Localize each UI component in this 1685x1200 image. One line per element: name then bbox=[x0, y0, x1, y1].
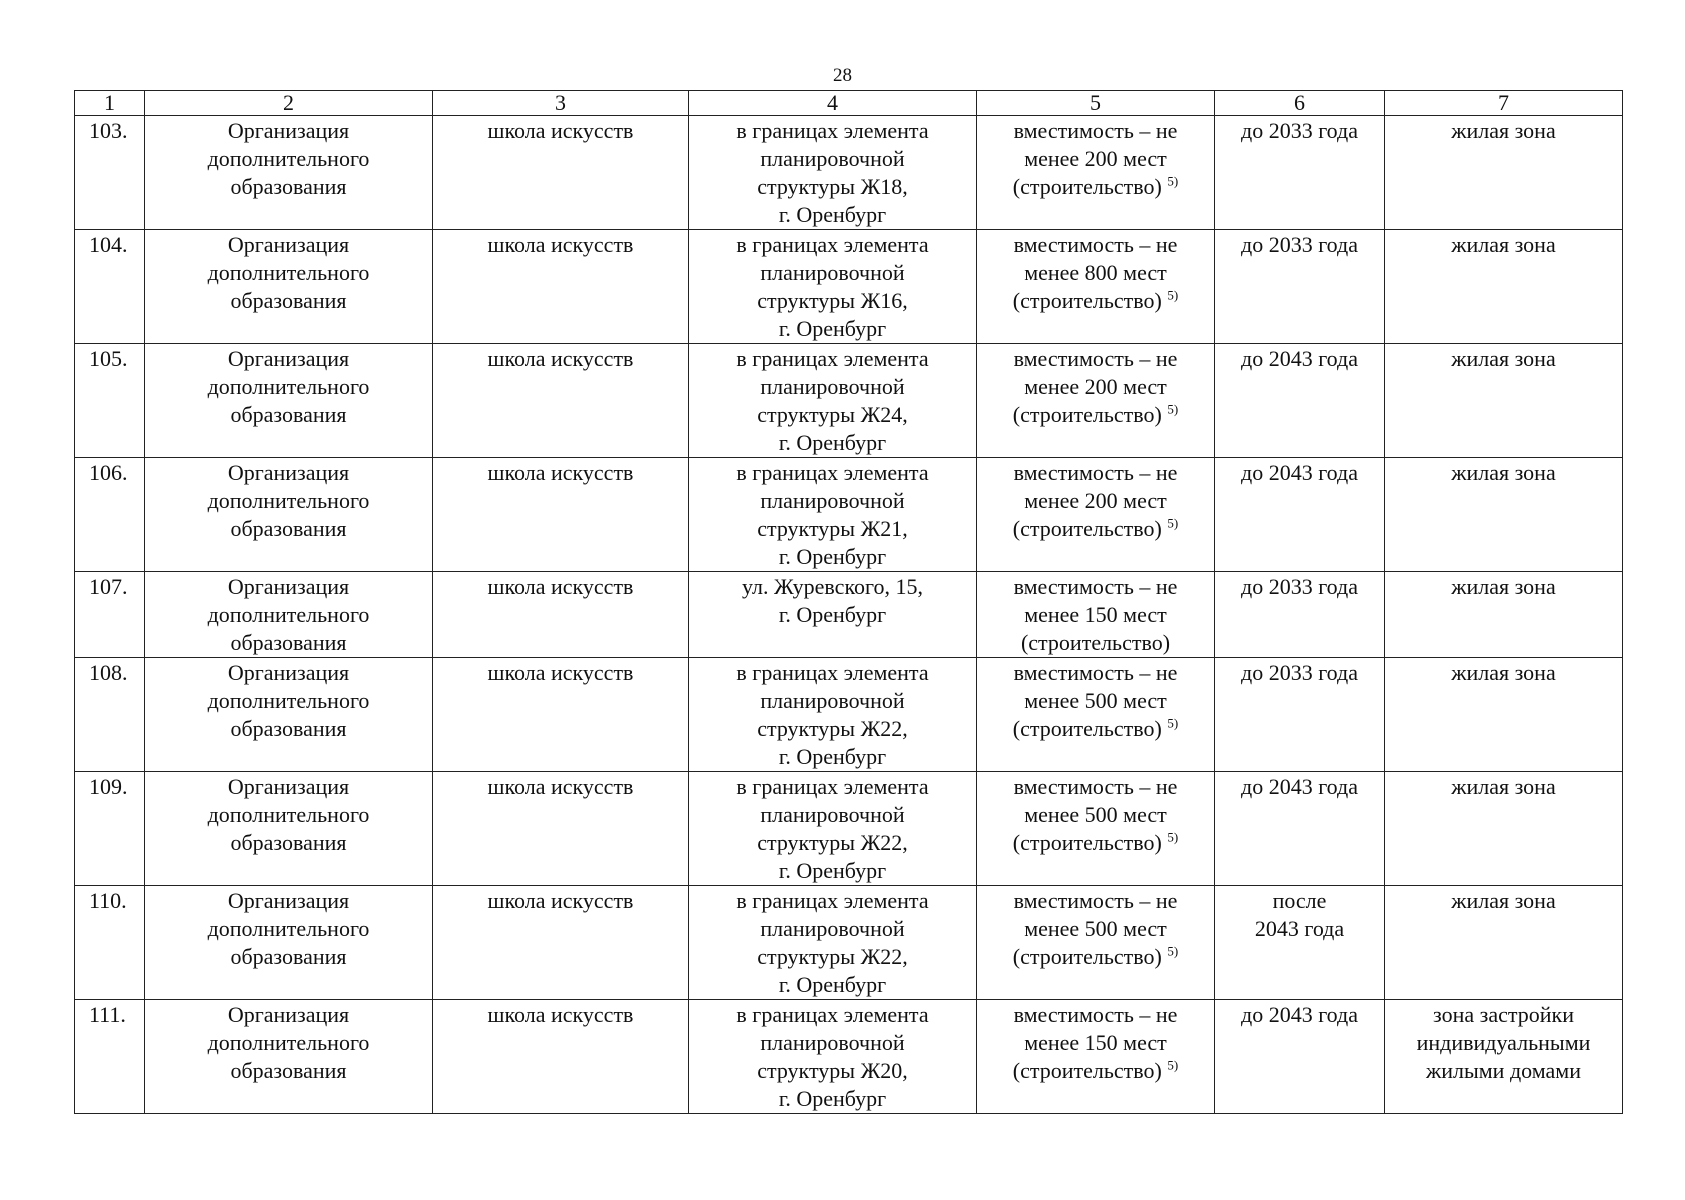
footnote-marker: 5) bbox=[1167, 829, 1179, 845]
footnote-marker: 5) bbox=[1167, 715, 1179, 731]
page-number: 28 bbox=[833, 65, 852, 86]
row-number-cell: 107. bbox=[75, 572, 145, 658]
period-cell: до 2033 года bbox=[1215, 658, 1385, 772]
row-number-cell: 108. bbox=[75, 658, 145, 772]
capacity-text: вместимость – не менее 200 мест (строительство) bbox=[1012, 346, 1178, 427]
object-name-cell: школа искусств bbox=[433, 1000, 689, 1114]
capacity-text: вместимость – не менее 500 мест (строительство) bbox=[1012, 888, 1178, 969]
table-row bbox=[75, 886, 1623, 1000]
column-header: 4 bbox=[689, 91, 977, 116]
capacity-cell bbox=[977, 116, 1215, 230]
period-cell: до 2043 года bbox=[1215, 458, 1385, 572]
object-name-cell: школа искусств bbox=[433, 344, 689, 458]
capacity-cell bbox=[977, 572, 1215, 658]
table-row bbox=[75, 772, 1623, 886]
object-name-cell: школа искусств bbox=[433, 230, 689, 344]
capacity-cell bbox=[977, 772, 1215, 886]
object-name-cell: школа искусств bbox=[433, 572, 689, 658]
capacity-text: вместимость – не менее 150 мест (строительство) bbox=[1013, 574, 1178, 655]
table-row bbox=[75, 1000, 1623, 1114]
zone-cell: жилая зона bbox=[1385, 116, 1623, 230]
table-row bbox=[75, 572, 1623, 658]
capacity-text: вместимость – не менее 800 мест (строительство) bbox=[1012, 232, 1178, 313]
capacity-text: вместимость – не менее 150 мест (строительство) bbox=[1012, 1002, 1178, 1083]
column-header: 3 bbox=[433, 91, 689, 116]
capacity-text: вместимость – не менее 500 мест (строительство) bbox=[1012, 774, 1178, 855]
footnote-marker: 5) bbox=[1167, 287, 1179, 303]
zone-cell: жилая зона bbox=[1385, 458, 1623, 572]
row-number-cell: 105. bbox=[75, 344, 145, 458]
object-type-cell: Организация дополнительного образования bbox=[145, 230, 433, 344]
object-type-cell: Организация дополнительного образования bbox=[145, 458, 433, 572]
table-body bbox=[75, 116, 1623, 1114]
period-cell: до 2043 года bbox=[1215, 344, 1385, 458]
zone-cell: жилая зона bbox=[1385, 344, 1623, 458]
location-cell: в границах элемента планировочной структуры Ж22, г. Оренбург bbox=[689, 658, 977, 772]
location-cell: в границах элемента планировочной структуры Ж18, г. Оренбург bbox=[689, 116, 977, 230]
period-cell: до 2033 года bbox=[1215, 572, 1385, 658]
location-cell: в границах элемента планировочной структуры Ж22, г. Оренбург bbox=[689, 772, 977, 886]
row-number-cell: 110. bbox=[75, 886, 145, 1000]
object-name-cell: школа искусств bbox=[433, 886, 689, 1000]
footnote-marker: 5) bbox=[1167, 1057, 1179, 1073]
column-header: 1 bbox=[75, 91, 145, 116]
zone-cell: жилая зона bbox=[1385, 658, 1623, 772]
object-name-cell: школа искусств bbox=[433, 458, 689, 572]
column-header: 7 bbox=[1385, 91, 1623, 116]
zone-cell: жилая зона bbox=[1385, 230, 1623, 344]
footnote-marker: 5) bbox=[1167, 515, 1179, 531]
row-number-cell: 106. bbox=[75, 458, 145, 572]
period-cell: до 2033 года bbox=[1215, 230, 1385, 344]
capacity-cell bbox=[977, 1000, 1215, 1114]
row-number-cell: 109. bbox=[75, 772, 145, 886]
capacity-cell bbox=[977, 344, 1215, 458]
object-name-cell: школа искусств bbox=[433, 658, 689, 772]
objects-table bbox=[74, 90, 1623, 1114]
location-cell: в границах элемента планировочной структуры Ж16, г. Оренбург bbox=[689, 230, 977, 344]
capacity-text: вместимость – не менее 200 мест (строительство) bbox=[1012, 118, 1178, 199]
object-type-cell: Организация дополнительного образования bbox=[145, 886, 433, 1000]
table-row bbox=[75, 458, 1623, 572]
header-row bbox=[75, 91, 1623, 116]
footnote-marker: 5) bbox=[1167, 401, 1179, 417]
table-row bbox=[75, 116, 1623, 230]
period-cell: до 2043 года bbox=[1215, 772, 1385, 886]
row-number-cell: 111. bbox=[75, 1000, 145, 1114]
object-name-cell: школа искусств bbox=[433, 772, 689, 886]
capacity-cell bbox=[977, 230, 1215, 344]
capacity-cell bbox=[977, 886, 1215, 1000]
capacity-cell bbox=[977, 458, 1215, 572]
zone-cell: жилая зона bbox=[1385, 572, 1623, 658]
column-header: 6 bbox=[1215, 91, 1385, 116]
zone-cell: жилая зона bbox=[1385, 886, 1623, 1000]
object-type-cell: Организация дополнительного образования bbox=[145, 772, 433, 886]
column-header: 2 bbox=[145, 91, 433, 116]
row-number-cell: 104. bbox=[75, 230, 145, 344]
location-cell: в границах элемента планировочной структуры Ж21, г. Оренбург bbox=[689, 458, 977, 572]
period-cell: до 2033 года bbox=[1215, 116, 1385, 230]
object-type-cell: Организация дополнительного образования bbox=[145, 344, 433, 458]
table-row bbox=[75, 658, 1623, 772]
object-type-cell: Организация дополнительного образования bbox=[145, 1000, 433, 1114]
object-type-cell: Организация дополнительного образования bbox=[145, 572, 433, 658]
capacity-text: вместимость – не менее 500 мест (строительство) bbox=[1012, 660, 1178, 741]
column-header: 5 bbox=[977, 91, 1215, 116]
location-cell: в границах элемента планировочной структуры Ж24, г. Оренбург bbox=[689, 344, 977, 458]
capacity-cell bbox=[977, 658, 1215, 772]
zone-cell: жилая зона bbox=[1385, 772, 1623, 886]
object-type-cell: Организация дополнительного образования bbox=[145, 116, 433, 230]
location-cell: в границах элемента планировочной структуры Ж20, г. Оренбург bbox=[689, 1000, 977, 1114]
footnote-marker: 5) bbox=[1167, 173, 1179, 189]
capacity-text: вместимость – не менее 200 мест (строительство) bbox=[1012, 460, 1178, 541]
footnote-marker: 5) bbox=[1167, 943, 1179, 959]
period-cell: до 2043 года bbox=[1215, 1000, 1385, 1114]
table-row bbox=[75, 344, 1623, 458]
location-cell: в границах элемента планировочной структуры Ж22, г. Оренбург bbox=[689, 886, 977, 1000]
object-name-cell: школа искусств bbox=[433, 116, 689, 230]
period-cell: после 2043 года bbox=[1215, 886, 1385, 1000]
object-type-cell: Организация дополнительного образования bbox=[145, 658, 433, 772]
row-number-cell: 103. bbox=[75, 116, 145, 230]
table-row bbox=[75, 230, 1623, 344]
location-cell: ул. Журевского, 15, г. Оренбург bbox=[689, 572, 977, 658]
zone-cell: зона застройки индивидуальными жилыми домами bbox=[1385, 1000, 1623, 1114]
